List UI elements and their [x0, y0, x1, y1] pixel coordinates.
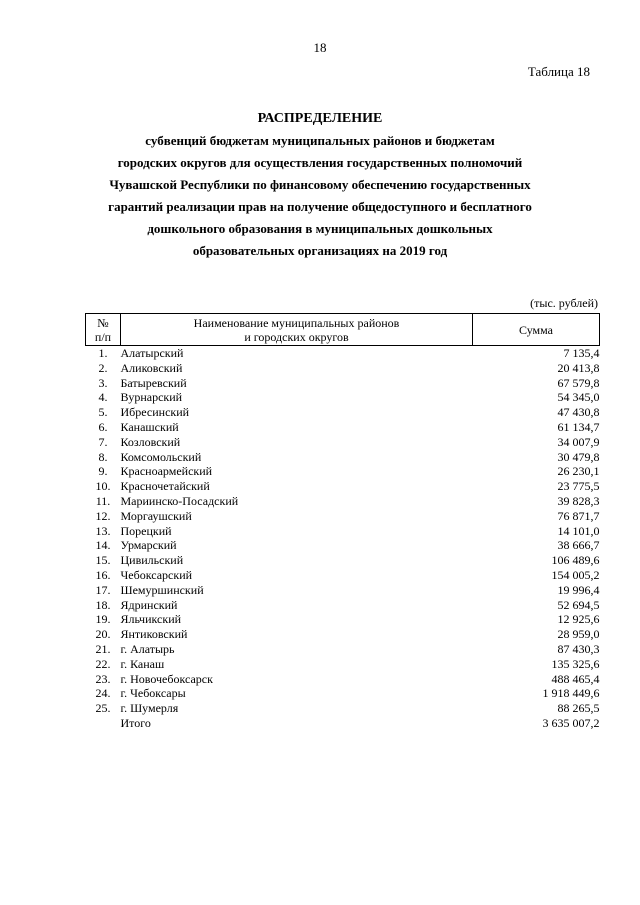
table-row: [86, 553, 600, 568]
table-row: [86, 538, 600, 553]
total-row: [86, 716, 600, 731]
row-amount: 47 430,8: [557, 405, 600, 420]
table-row: [86, 450, 600, 465]
row-amount: 14 101,0: [557, 523, 600, 538]
table-row: [86, 642, 600, 657]
table-row: [86, 509, 600, 524]
row-amount: 39 828,3: [557, 493, 600, 508]
row-number: 18.: [95, 597, 111, 612]
header-amount: Сумма: [473, 314, 600, 346]
row-amount: 1 918 449,6: [542, 686, 600, 701]
header-name-line1: Наименование муниципальных районов: [193, 315, 400, 330]
row-number: 6.: [98, 419, 108, 434]
row-number: 23.: [95, 671, 111, 686]
row-number: 20.: [95, 627, 111, 642]
row-name: Моргаушский: [120, 508, 192, 523]
row-amount: 52 694,5: [557, 597, 600, 612]
row-name: Алатырский: [120, 346, 184, 360]
row-amount: 76 871,7: [557, 508, 600, 523]
table-header-row: [86, 314, 600, 346]
row-amount: 87 430,3: [557, 641, 600, 656]
row-name: Комсомольский: [120, 449, 202, 464]
row-name: Цивильский: [120, 553, 184, 568]
row-number: 15.: [95, 553, 111, 568]
subtitle-line: гарантий реализации прав на получение общедоступного и бесплатного: [108, 199, 532, 214]
table-row: [86, 701, 600, 716]
units-label: (тыс. рублей): [530, 296, 598, 310]
header-number-symbol: №: [97, 315, 109, 330]
row-amount: 88 265,5: [557, 701, 600, 716]
row-number: 21.: [95, 641, 111, 656]
row-amount: 135 325,6: [551, 656, 600, 671]
header-name: [121, 314, 473, 346]
row-name: Батыревский: [120, 375, 187, 390]
row-number: 19.: [95, 612, 111, 627]
row-number: 14.: [95, 538, 111, 553]
row-name: г. Канаш: [120, 656, 165, 671]
table-row: [86, 361, 600, 376]
document-title: РАСПРЕДЕЛЕНИЕ: [257, 111, 383, 126]
row-amount: 20 413,8: [557, 360, 600, 375]
row-number: 3.: [98, 375, 108, 390]
subtitle-line: городских округов для осуществления государственных полномочий: [117, 155, 523, 170]
total-number: [86, 716, 121, 731]
row-amount: 30 479,8: [557, 449, 600, 464]
row-amount: 12 925,6: [557, 612, 600, 627]
table-row: [86, 376, 600, 391]
table-row: [86, 420, 600, 435]
row-number: 7.: [98, 434, 108, 449]
row-name: Вурнарский: [120, 390, 183, 405]
row-name: Шемуршинский: [120, 582, 204, 597]
table-row: [86, 583, 600, 598]
header-number: [86, 314, 121, 346]
table-row: [86, 464, 600, 479]
row-amount: 38 666,7: [557, 538, 600, 553]
row-name: г. Шумерля: [120, 701, 179, 716]
row-number: 12.: [95, 508, 111, 523]
row-name: Козловский: [120, 434, 181, 449]
row-number: 11.: [95, 493, 111, 508]
table-row: [86, 612, 600, 627]
row-name: Порецкий: [120, 523, 172, 538]
subtitle-line: дошкольного образования в муниципальных дошкольных: [147, 221, 493, 236]
row-name: Ядринский: [120, 597, 178, 612]
row-number: 4.: [98, 390, 108, 405]
row-number: 13.: [95, 523, 111, 538]
header-name-line2: и городских округов: [244, 329, 349, 344]
row-number: 1.: [98, 346, 108, 360]
document-heading: [60, 108, 580, 262]
row-name: г. Новочебоксарск: [120, 671, 213, 686]
table-row: [86, 657, 600, 672]
row-name: Янтиковский: [120, 627, 188, 642]
row-name: Аликовский: [120, 360, 183, 375]
row-amount: 488 465,4: [551, 671, 600, 686]
row-number: 22.: [95, 656, 111, 671]
row-number: 17.: [95, 582, 111, 597]
row-name: Урмарский: [120, 538, 177, 553]
row-name: Красноармейский: [120, 464, 213, 479]
table-row: [86, 568, 600, 583]
table-row: [86, 627, 600, 642]
row-amount: 7 135,4: [563, 346, 600, 360]
row-name: Канашский: [120, 419, 179, 434]
row-amount: 61 134,7: [557, 419, 600, 434]
row-number: 24.: [95, 686, 111, 701]
row-amount: 106 489,6: [551, 553, 600, 568]
row-name: Ибресинский: [120, 405, 190, 420]
row-name: Красночетайский: [120, 479, 210, 494]
table-row: [86, 524, 600, 539]
table-row: [86, 686, 600, 701]
row-name: г. Алатырь: [120, 641, 175, 656]
header-number-abbr: п/п: [94, 329, 112, 344]
table-row: [86, 346, 600, 361]
table-row: [86, 494, 600, 509]
row-name: Мариинско-Посадский: [120, 493, 239, 508]
distribution-table: [85, 313, 600, 731]
row-number: 2.: [98, 360, 108, 375]
table-row: [86, 405, 600, 420]
row-amount: 28 959,0: [557, 627, 600, 642]
row-amount: 19 996,4: [557, 582, 600, 597]
page-number: 18: [313, 40, 327, 55]
subtitle-line: Чувашской Республики по финансовому обеспечению государственных: [109, 177, 531, 192]
subtitle-line: субвенций бюджетам муниципальных районов и бюджетам: [145, 133, 495, 148]
row-number: 8.: [98, 449, 108, 464]
table-row: [86, 598, 600, 613]
row-name: Чебоксарский: [120, 567, 193, 582]
table-row: [86, 435, 600, 450]
table-body: [86, 346, 600, 731]
row-number: 10.: [95, 479, 111, 494]
total-amount: 3 635 007,2: [542, 715, 600, 730]
row-amount: 26 230,1: [557, 464, 600, 479]
table-row: [86, 672, 600, 687]
subtitle-line: образовательных организациях на 2019 год: [192, 243, 448, 258]
row-amount: 67 579,8: [557, 375, 600, 390]
total-label: Итого: [120, 715, 151, 730]
table-reference: Таблица 18: [527, 64, 590, 79]
row-number: 25.: [95, 701, 111, 716]
row-amount: 154 005,2: [551, 567, 600, 582]
table-row: [86, 390, 600, 405]
row-number: 9.: [98, 464, 108, 479]
row-amount: 34 007,9: [557, 434, 600, 449]
row-name: Яльчикский: [120, 612, 182, 627]
row-amount: 23 775,5: [557, 479, 600, 494]
table-row: [86, 479, 600, 494]
row-number: 16.: [95, 567, 111, 582]
row-number: 5.: [98, 405, 108, 420]
row-name: г. Чебоксары: [120, 686, 186, 701]
row-amount: 54 345,0: [557, 390, 600, 405]
